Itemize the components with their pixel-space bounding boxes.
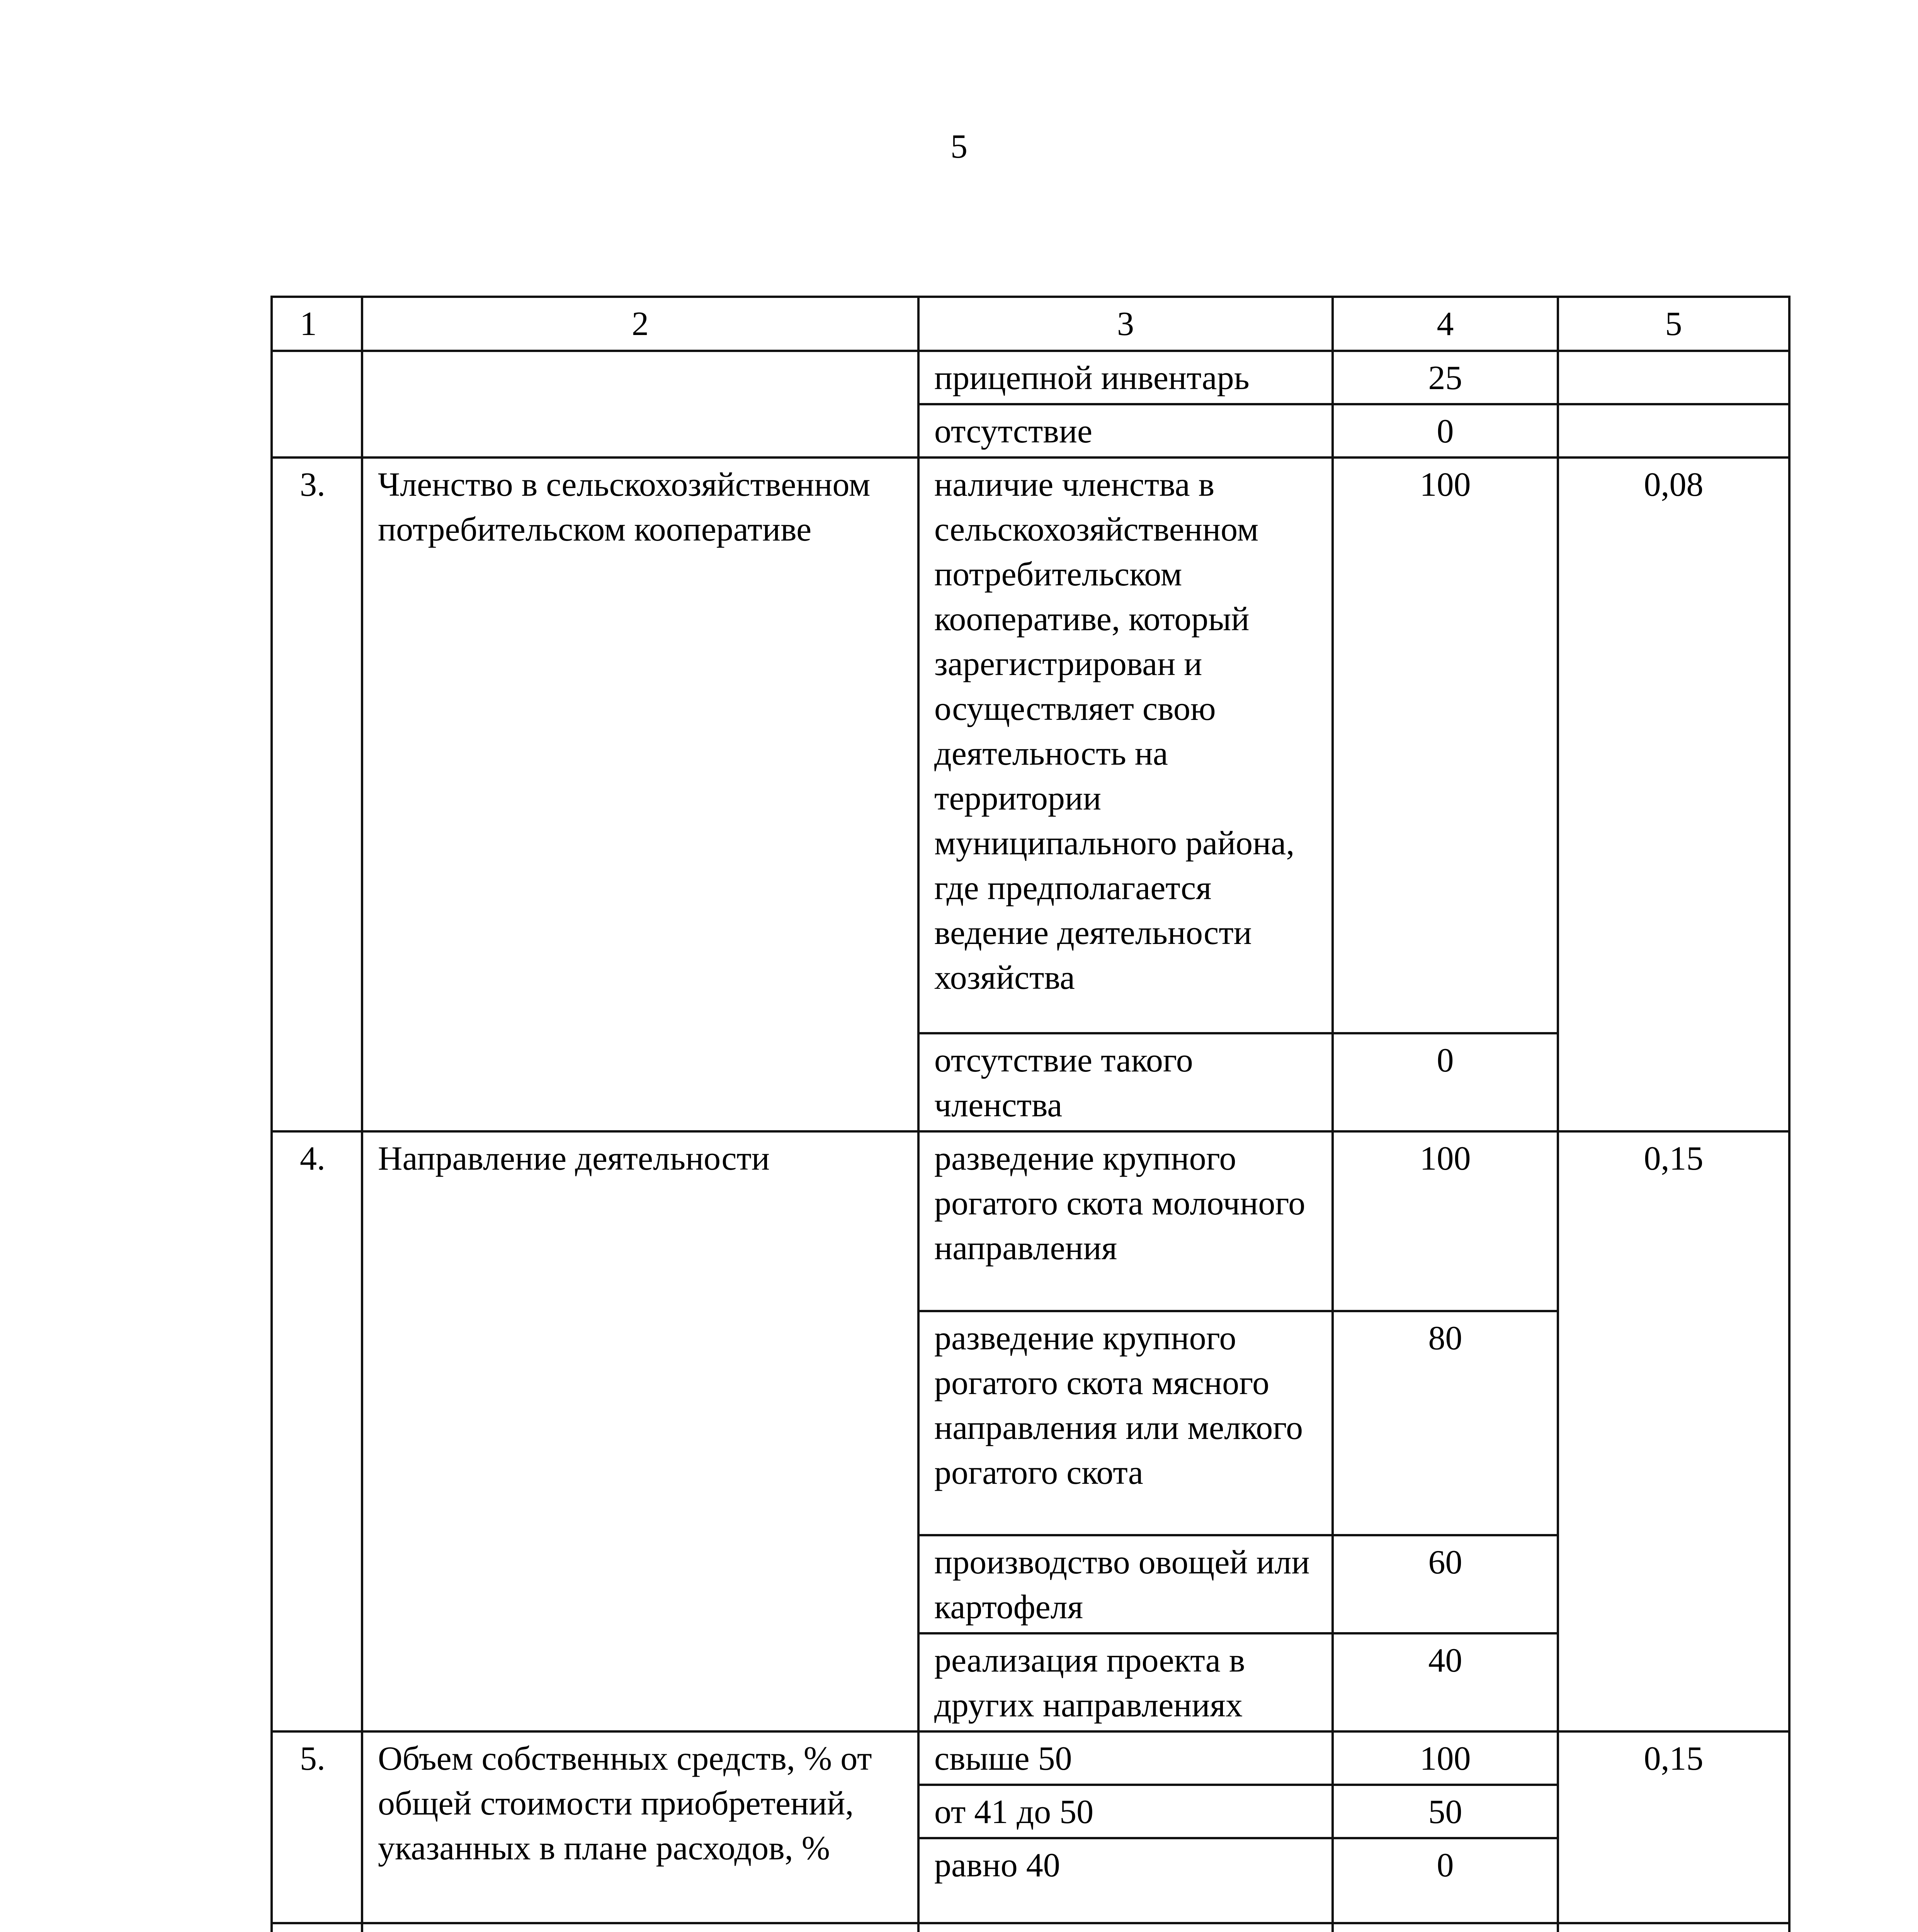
row-number (272, 1923, 362, 1932)
weight-cell (1558, 404, 1789, 457)
option-cell: от 41 до 50 (918, 1785, 1333, 1838)
option-cell: разведение крупного рогатого скота молочного направления (918, 1131, 1333, 1311)
score-cell: 40 (1333, 1633, 1558, 1731)
score-cell: 50 (1333, 1785, 1558, 1838)
row-number (272, 351, 362, 457)
table-row (272, 1731, 1789, 1785)
criterion-cell: Членство в сельскохозяйственном потребительском кооперативе (362, 457, 918, 1131)
header-cell: 1 (272, 297, 362, 351)
option-cell: реализация проекта в других направлениях (918, 1633, 1333, 1731)
criterion-cell (362, 1923, 918, 1932)
page-number: 5 (950, 128, 968, 165)
table-row (272, 1131, 1789, 1311)
criterion-cell (362, 351, 918, 457)
score-cell: 100 (1333, 457, 1558, 1033)
score-cell: 0 (1333, 1033, 1558, 1131)
option-cell: отсутствие такого членства (918, 1033, 1333, 1131)
row-number: 4. (272, 1131, 362, 1731)
table-row (272, 457, 1789, 1033)
score-cell: 0 (1333, 1838, 1558, 1923)
row-number: 3. (272, 457, 362, 1131)
criterion-cell: Объем собственных средств, % от общей стоимости приобретений, указанных в плане расходов, % (362, 1731, 918, 1923)
option-cell: прицепной инвентарь (918, 351, 1333, 404)
option-cell: наличие членства в сельскохозяйственном потребительском кооперативе, который зарегистрирован и осуществляет свою деятельность на территории муниципального района, где предполагается ведение деятельности хозяйства (918, 457, 1333, 1033)
header-row (272, 297, 1789, 351)
weight-cell (1558, 1923, 1789, 1932)
criterion-cell: Направление деятельности (362, 1131, 918, 1731)
header-cell: 2 (362, 297, 918, 351)
score-cell (1333, 1923, 1558, 1932)
weight-cell: 0,15 (1558, 1131, 1789, 1731)
table-row (272, 351, 1789, 404)
weight-cell: 0,08 (1558, 457, 1789, 1131)
option-cell: производство овощей или картофеля (918, 1535, 1333, 1633)
row-number: 5. (272, 1731, 362, 1923)
table-row (272, 1923, 1789, 1932)
option-cell: равно 40 (918, 1838, 1333, 1923)
header-cell: 3 (918, 297, 1333, 351)
header-cell: 5 (1558, 297, 1789, 351)
weight-cell: 0,15 (1558, 1731, 1789, 1923)
criteria-table (270, 296, 1790, 1932)
weight-cell (1558, 351, 1789, 404)
score-cell: 60 (1333, 1535, 1558, 1633)
header-cell: 4 (1333, 297, 1558, 351)
option-cell: отсутствие (918, 404, 1333, 457)
option-cell: разведение крупного рогатого скота мясного направления или мелкого рогатого скота (918, 1311, 1333, 1535)
score-cell: 80 (1333, 1311, 1558, 1535)
score-cell: 100 (1333, 1731, 1558, 1785)
score-cell: 100 (1333, 1131, 1558, 1311)
score-cell: 0 (1333, 404, 1558, 457)
option-cell (918, 1923, 1333, 1932)
option-cell: свыше 50 (918, 1731, 1333, 1785)
score-cell: 25 (1333, 351, 1558, 404)
